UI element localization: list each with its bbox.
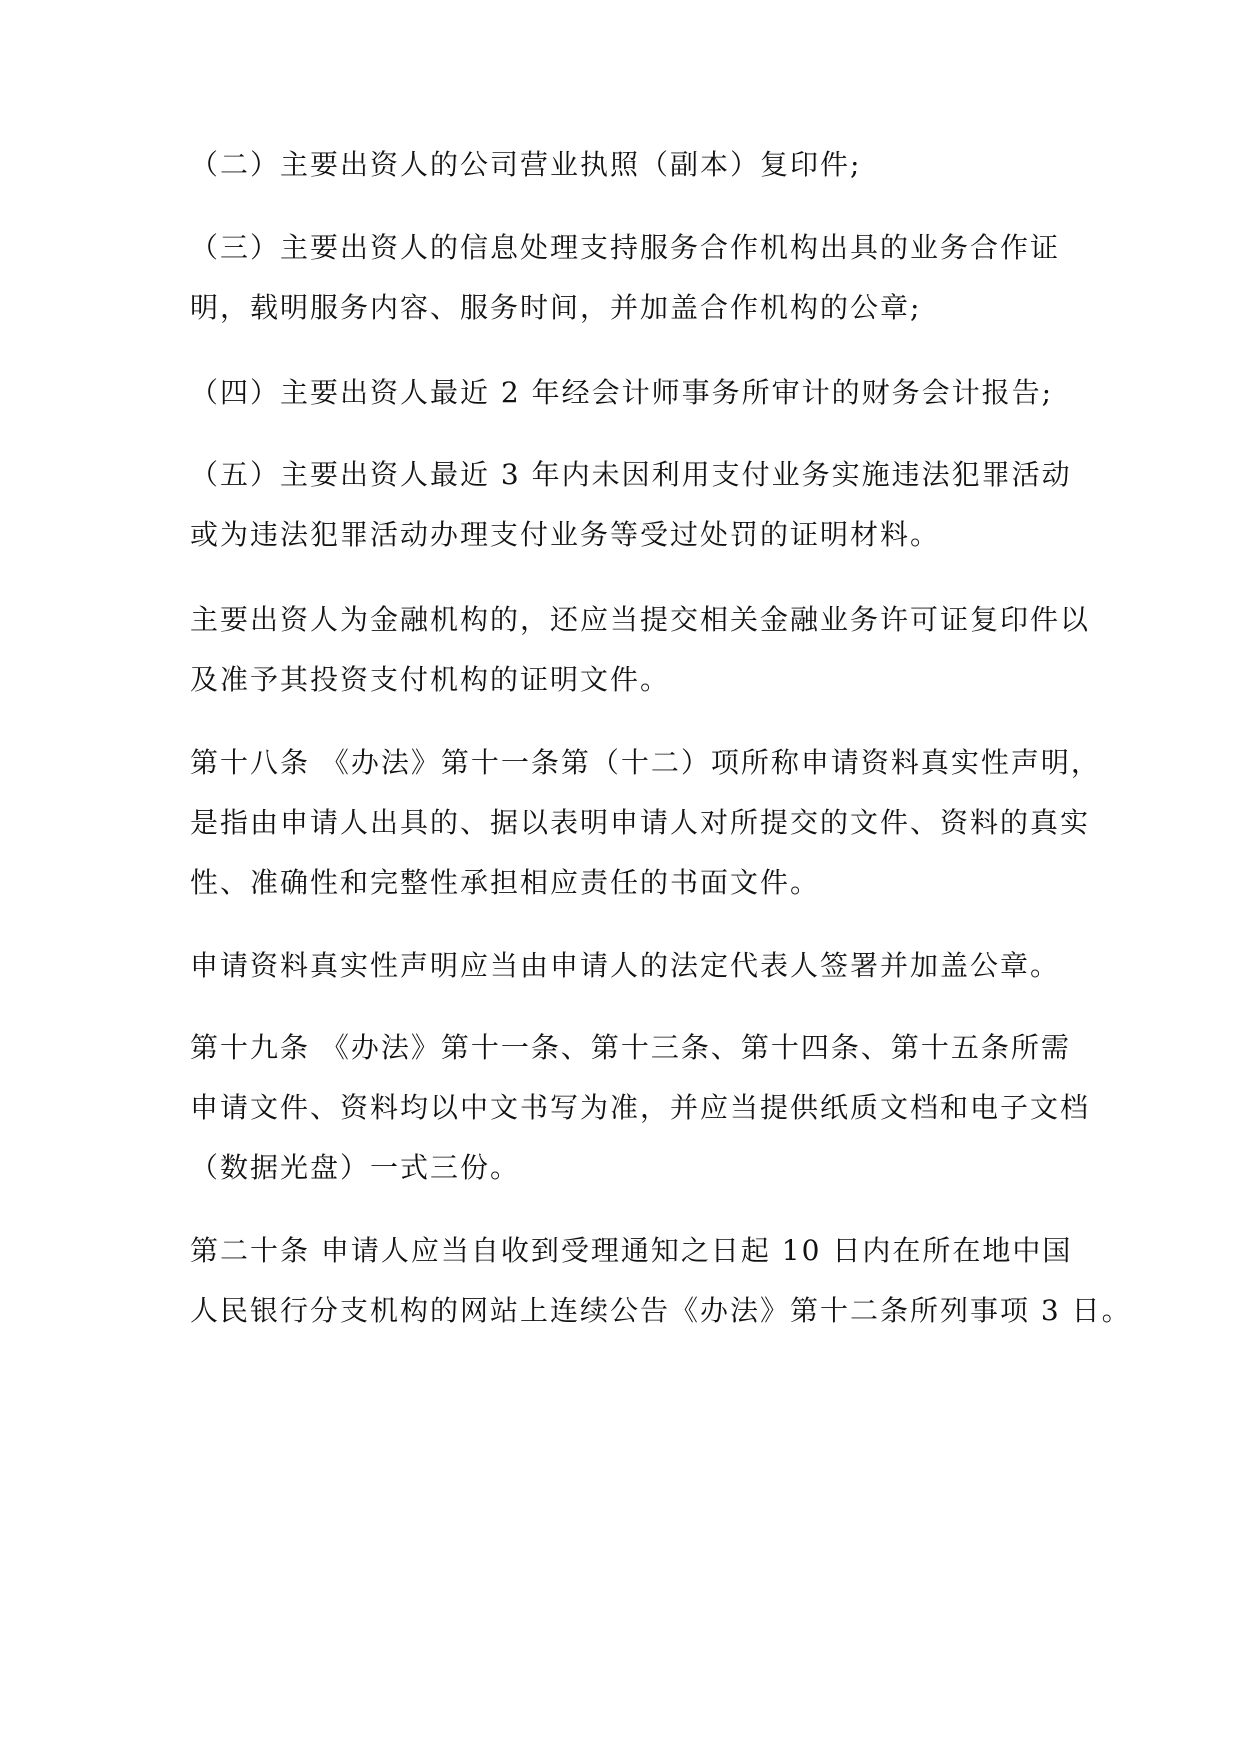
text-line: （二）主要出资人的公司营业执照（副本）复印件; bbox=[190, 148, 862, 181]
text-line: 主要出资人为金融机构的，还应当提交相关金融业务许可证复印件以 bbox=[190, 603, 1091, 636]
text-line: （数据光盘）一式三份。 bbox=[190, 1151, 521, 1184]
text-line: 明，载明服务内容、服务时间，并加盖合作机构的公章; bbox=[190, 291, 922, 324]
text-line: 第十九条 《办法》第十一条、第十三条、第十四条、第十五条所需 bbox=[190, 1031, 1071, 1064]
text-line: （四）主要出资人最近 2 年经会计师事务所审计的财务会计报告; bbox=[190, 376, 1054, 409]
text-line: 或为违法犯罪活动办理支付业务等受过处罚的证明材料。 bbox=[190, 518, 941, 551]
text-line: 第二十条 申请人应当自收到受理通知之日起 10 日内在所在地中国 bbox=[190, 1234, 1073, 1267]
text-line: 第十八条 《办法》第十一条第（十二）项所称申请资料真实性声明， bbox=[190, 746, 1101, 779]
text-line: 及准予其投资支付机构的证明文件。 bbox=[190, 663, 671, 696]
text-line: 是指由申请人出具的、据以表明申请人对所提交的文件、资料的真实 bbox=[190, 806, 1091, 839]
text-line: 人民银行分支机构的网站上连续公告《办法》第十二条所列事项 3 日。 bbox=[190, 1294, 1132, 1327]
text-line: 申请资料真实性声明应当由申请人的法定代表人签署并加盖公章。 bbox=[190, 949, 1061, 982]
text-line: （三）主要出资人的信息处理支持服务合作机构出具的业务合作证 bbox=[190, 231, 1061, 264]
text-line: （五）主要出资人最近 3 年内未因利用支付业务实施违法犯罪活动 bbox=[190, 458, 1072, 491]
text-line: 性、准确性和完整性承担相应责任的书面文件。 bbox=[190, 866, 821, 899]
text-line: 申请文件、资料均以中文书写为准，并应当提供纸质文档和电子文档 bbox=[190, 1091, 1091, 1124]
